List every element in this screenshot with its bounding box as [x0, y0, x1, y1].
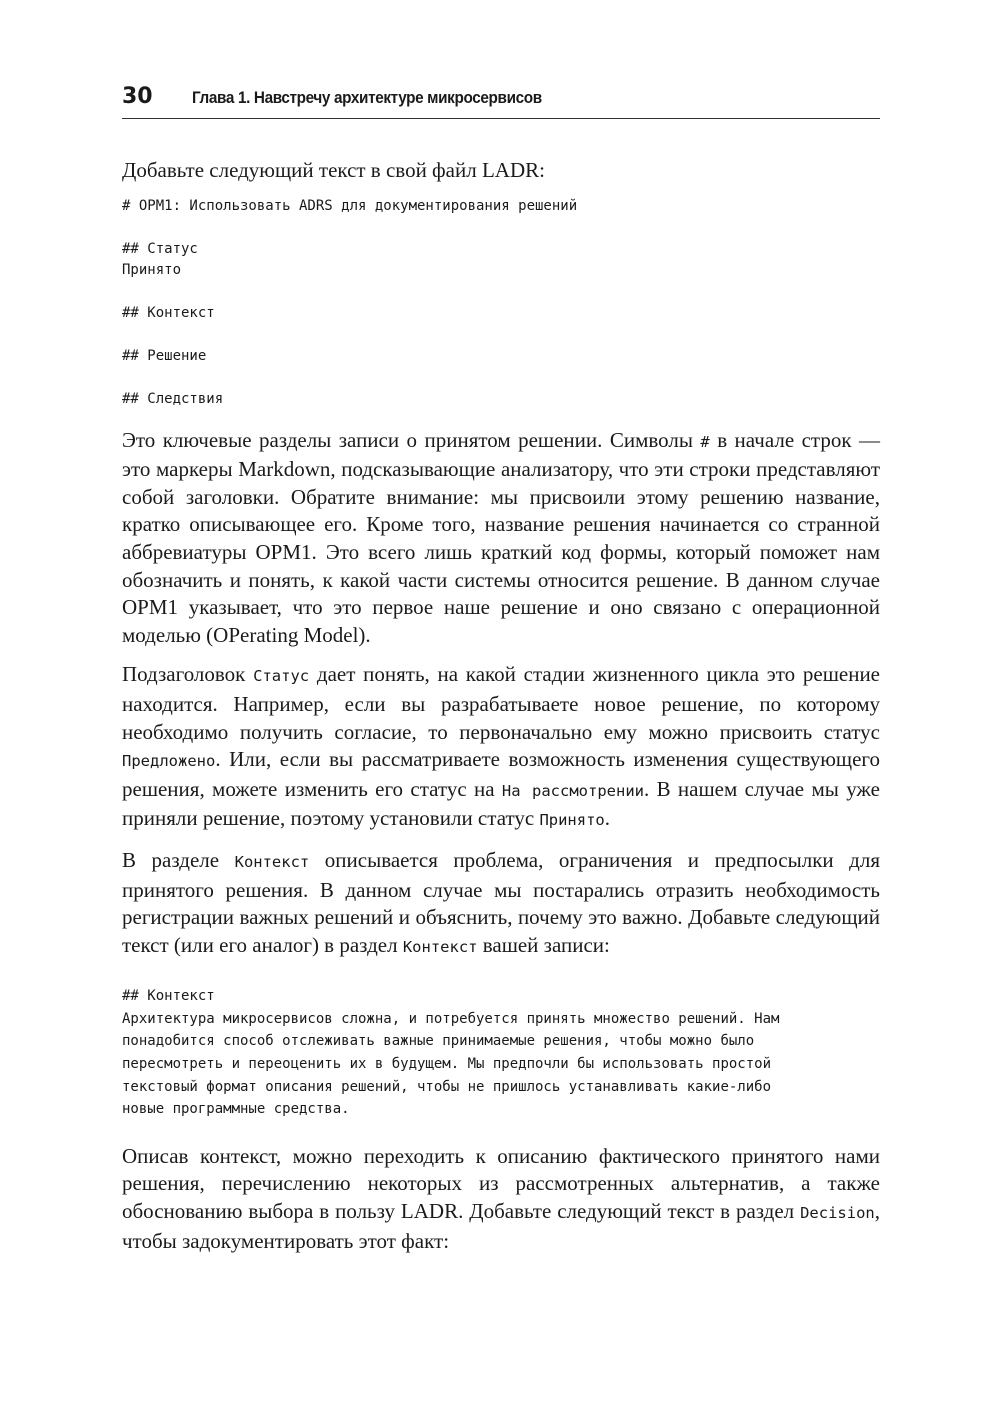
code-block-context	[122, 985, 880, 1121]
inline-code: Предложено	[122, 752, 216, 771]
text-run: вашей записи:	[477, 932, 610, 957]
code-line: понадобится способ отслеживать важные принимаемые решения, чтобы можно было	[122, 1033, 755, 1050]
paragraph-context-explained	[122, 847, 880, 961]
code-status-value: Принято	[122, 261, 182, 278]
text-run: дает понять, на какой стадии жизненного цикла это решение находится. Например, если вы разрабатываете новое решение, по которому необходимо получить согласие, то первоначально ему можно присвоить статус	[122, 662, 880, 744]
code-status-heading: ## Статус	[122, 240, 198, 257]
inline-code: Статус	[253, 667, 310, 686]
code-line: новые программные средства.	[122, 1101, 350, 1118]
code-line: Архитектура микросервисов сложна, и потребуется принять множество решений. Нам	[122, 1010, 780, 1027]
text-run: .	[604, 806, 611, 831]
code-context-heading: ## Контекст	[122, 304, 215, 321]
code-line: ## Контекст	[122, 988, 215, 1005]
text-run: В разделе	[122, 847, 235, 872]
page-number: 30	[122, 84, 153, 109]
code-block-template	[122, 198, 880, 407]
intro-paragraph: Добавьте следующий текст в свой файл LADR:	[122, 158, 545, 182]
code-line: пересмотреть и переоценить их в будущем. Мы предпочли бы использовать простой	[122, 1056, 772, 1073]
code-decision-heading: ## Решение	[122, 347, 207, 364]
book-page	[122, 84, 880, 1255]
text-run: , чтобы задокументировать этот факт:	[122, 1199, 880, 1253]
text-run: Это ключевые разделы записи о принятом решении. Символы	[122, 427, 701, 452]
paragraph-decision-intro	[122, 1143, 880, 1255]
inline-code: Контекст	[402, 937, 478, 956]
running-header	[122, 84, 880, 119]
chapter-title: Глава 1. Навстречу архитектуре микросервисов	[192, 88, 542, 107]
text-run: Описав контекст, можно переходить к описанию фактического принятого нами решения, перечислению некоторых из рассмотренных альтернатив, а также обоснованию выбора в пользу LADR. Добавьте следующий текст в раздел	[122, 1143, 880, 1224]
inline-code: #	[700, 432, 710, 451]
paragraph-status-explained	[122, 661, 880, 835]
inline-code: Контекст	[234, 852, 310, 871]
text-run: . В нашем случае мы уже приняли решение, поэтому установили статус	[122, 776, 880, 831]
code-title-line: # OPM1: Использовать ADRS для документирования решений	[122, 197, 578, 214]
paragraph-sections-explained	[122, 427, 880, 650]
inline-code: На рассмотрении	[501, 781, 644, 800]
inline-code: Decision	[800, 1204, 875, 1223]
code-line: текстовый формат описания решений, чтобы не пришлось устанавливать какие-либо	[122, 1078, 772, 1095]
text-run: . Или, если вы рассматриваете возможность изменения существующего решения, можете изменить его статус на	[122, 747, 880, 801]
text-run: в начале строк — это маркеры Markdown, подсказывающие анализатору, что эти строки представляют собой заголовки. Обратите внимание: мы присвоили этому решению название, кратко описывающее его. Кроме того, название решения начинается со странной аббревиатуры OPM1. Это всего лишь краткий код формы, который поможет нам обозначить и понять, к какой части системы относится решение. В данном случае OPM1 указывает, что это первое наше решение и оно связано с операционной моделью (OPerating Model).	[122, 427, 880, 647]
text-run: Подзаголовок	[122, 662, 254, 687]
text-run: описывается проблема, ограничения и предпосылки для принятого решения. В данном случае мы постарались отразить необходимость регистрации важных решений и объяснить, почему это важно. Добавьте следующий текст (или его аналог) в раздел	[122, 847, 880, 957]
code-consequences-heading: ## Следствия	[122, 390, 224, 407]
inline-code: Принято	[539, 811, 605, 830]
